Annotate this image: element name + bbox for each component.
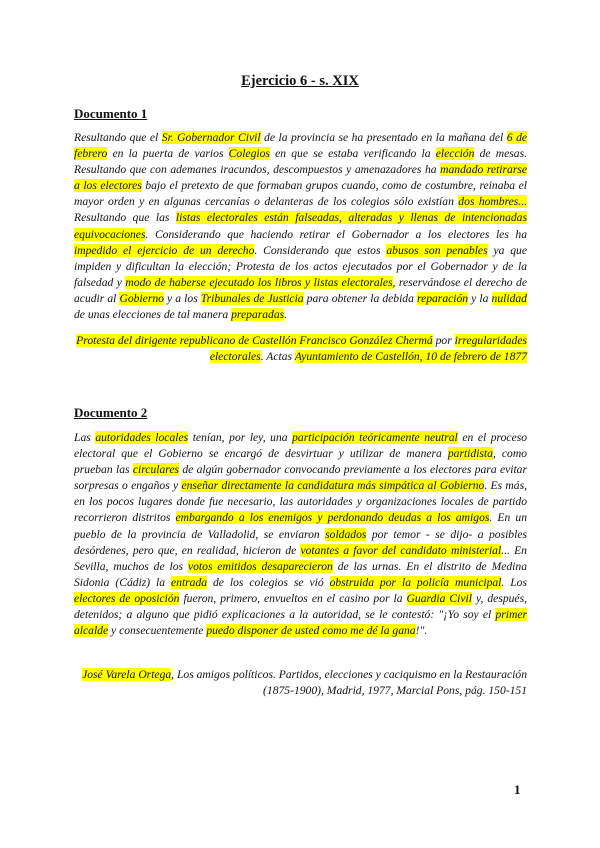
text-segment: en el proceso electoral que el Gobierno se encargó de desvirtuar y utilizar de manera (74, 431, 528, 461)
text-segment: en que se estaba verificando la (269, 147, 436, 161)
highlighted-text: reparación (416, 291, 469, 305)
highlighted-text: enseñar directamente la candidatura más simpática al Gobierno (181, 479, 485, 493)
highlighted-text: circulares (132, 463, 179, 477)
highlighted-text: preparadas (231, 308, 285, 322)
text-segment: , Los amigos políticos. Partidos, elecciones y caciquismo en la Restauración (1875-1900), Madrid, 1977, Marcial Pons, pág. 150-151 (171, 668, 527, 698)
text-segment: ya que impiden y dificultan la elección; Protesta de los actos ejecutados por el Gobernador y de la falsedad y (74, 243, 527, 289)
text-segment: . En un pueblo de la provincia de Valladolid, se enviaron (74, 511, 528, 541)
text-segment: , reservándose el derecho de acudir al (74, 275, 527, 305)
text-segment: de los colegios se vió (207, 575, 330, 589)
text-segment: fueron, primero, envueltos en el casino por la (179, 591, 407, 605)
highlighted-text: electores de oposición (74, 591, 180, 605)
text-segment: de la provincia se ha presentado en la mañana del (260, 131, 507, 144)
highlighted-text: Colegios (228, 147, 270, 161)
highlighted-text: entrada (171, 575, 208, 589)
document-1-heading: Documento 1 (74, 106, 148, 121)
page-title: Ejercicio 6 - s. XIX (241, 73, 359, 89)
highlighted-text: Ayuntamiento de Castellón, 10 de febrero de 1877 (294, 350, 527, 364)
highlighted-text: impedido el ejercicio de un derecho (74, 243, 255, 257)
text-segment: , como prueban las (74, 447, 527, 477)
text-segment: Las (74, 431, 96, 444)
page-number: 1 (514, 782, 521, 797)
text-segment: . Considerando que haciendo retirar el Gobernador a los electores les ha (145, 227, 527, 241)
text-segment: . Actas (260, 350, 295, 364)
text-segment: por temor - se dijo- a posibles desórdenes, pero que, en realidad, hicieron de (74, 527, 527, 557)
highlighted-text: Sr. Gobernador Civil (161, 131, 261, 144)
text-segment: Resultando que las (74, 211, 176, 225)
text-segment: de unas elecciones de tal manera (74, 308, 232, 322)
text-segment: . Considerando que estos (254, 243, 387, 257)
text-segment: por (432, 334, 455, 347)
highlighted-text: modo de haberse ejecutado los libros y listas electorales (125, 275, 393, 289)
highlighted-text: elección (435, 147, 475, 161)
highlighted-text: abusos son penables (386, 243, 488, 257)
highlighted-text: 6 de febrero (74, 131, 528, 161)
highlighted-text: José Varela Ortega (82, 668, 172, 681)
document-2-body (74, 430, 527, 639)
highlighted-text: partidista (447, 447, 493, 461)
document-2-citation (74, 667, 527, 700)
document-1-body (74, 130, 527, 323)
text-segment: y consecuentemente (108, 624, 207, 638)
highlighted-text: primer alcalde (74, 608, 527, 638)
highlighted-text: listas electorales están falseadas, alteradas y llenas de intencionadas equivocaciones (74, 211, 527, 241)
highlighted-text: embargando a los enemigos y perdonando deudas a los amigos (175, 511, 490, 525)
text-segment: !". (415, 624, 428, 638)
text-segment: para obtener la debida (303, 291, 417, 305)
text-segment: de mesas. Resultando que con ademanes iracundos, descompuestos y amenazadores ha (74, 147, 527, 177)
highlighted-text: votos emitidos desaparecieron (187, 559, 333, 573)
text-segment: y a los (163, 291, 201, 305)
text-segment: y, después, detenidos; a alguno que pidió explicaciones a la autoridad, se le contestó: "¡Yo soy el (74, 591, 527, 622)
document-1-citation (74, 333, 527, 366)
highlighted-text: obstruida por la policía municipal (329, 575, 502, 589)
text-segment: . Los (501, 575, 527, 589)
highlighted-text: Tribunales de Justicia (200, 291, 304, 305)
highlighted-text: soldados (325, 527, 367, 541)
text-segment: ... En Sevilla, muchos de los (74, 543, 527, 573)
highlighted-text: autoridades locales (95, 431, 189, 444)
highlighted-text: votantes a favor del candidato ministerial (300, 543, 502, 557)
text-segment: bajo el pretexto de que formaban grupos cuando, como de costumbre, reinaba el mayor orden y en algunas cercanías o delanteras de los colegios sólo existían (74, 179, 527, 209)
highlighted-text: nulidad (491, 291, 527, 305)
highlighted-text: Gobierno (119, 291, 164, 305)
text-segment: . (284, 308, 288, 322)
text-segment: de algún gobernador convocando previamente a los electores para evitar sorpresas o engaños y (74, 463, 527, 493)
highlighted-text: dos hombres... (458, 195, 528, 209)
highlighted-text: mandado retirarse a los electores (74, 163, 527, 193)
highlighted-text: irregularidades electorales (209, 334, 527, 364)
text-segment: de las urnas. En el distrito de Medina Sidonia (Cádiz) la (74, 559, 527, 589)
text-segment: . Es más, en los pocos lugares donde fue necesario, las autoridades y organizaciones locales de partido recorrieron distritos (74, 479, 527, 525)
text-segment: tenían, por ley, una (188, 431, 293, 444)
highlighted-text: participación teóricamente neutral (292, 431, 458, 444)
text-segment: y la (468, 291, 492, 305)
highlighted-text: puedo disponer de usted como me dé la gana (206, 624, 416, 638)
document-2-heading: Documento 2 (74, 405, 148, 420)
text-segment: en la puerta de varios (107, 147, 229, 161)
highlighted-text: Guardia Civil (406, 591, 472, 605)
text-segment: Resultando que el (74, 131, 162, 144)
highlighted-text: Protesta del dirigente republicano de Castellón Francisco González Chermá (76, 334, 433, 347)
